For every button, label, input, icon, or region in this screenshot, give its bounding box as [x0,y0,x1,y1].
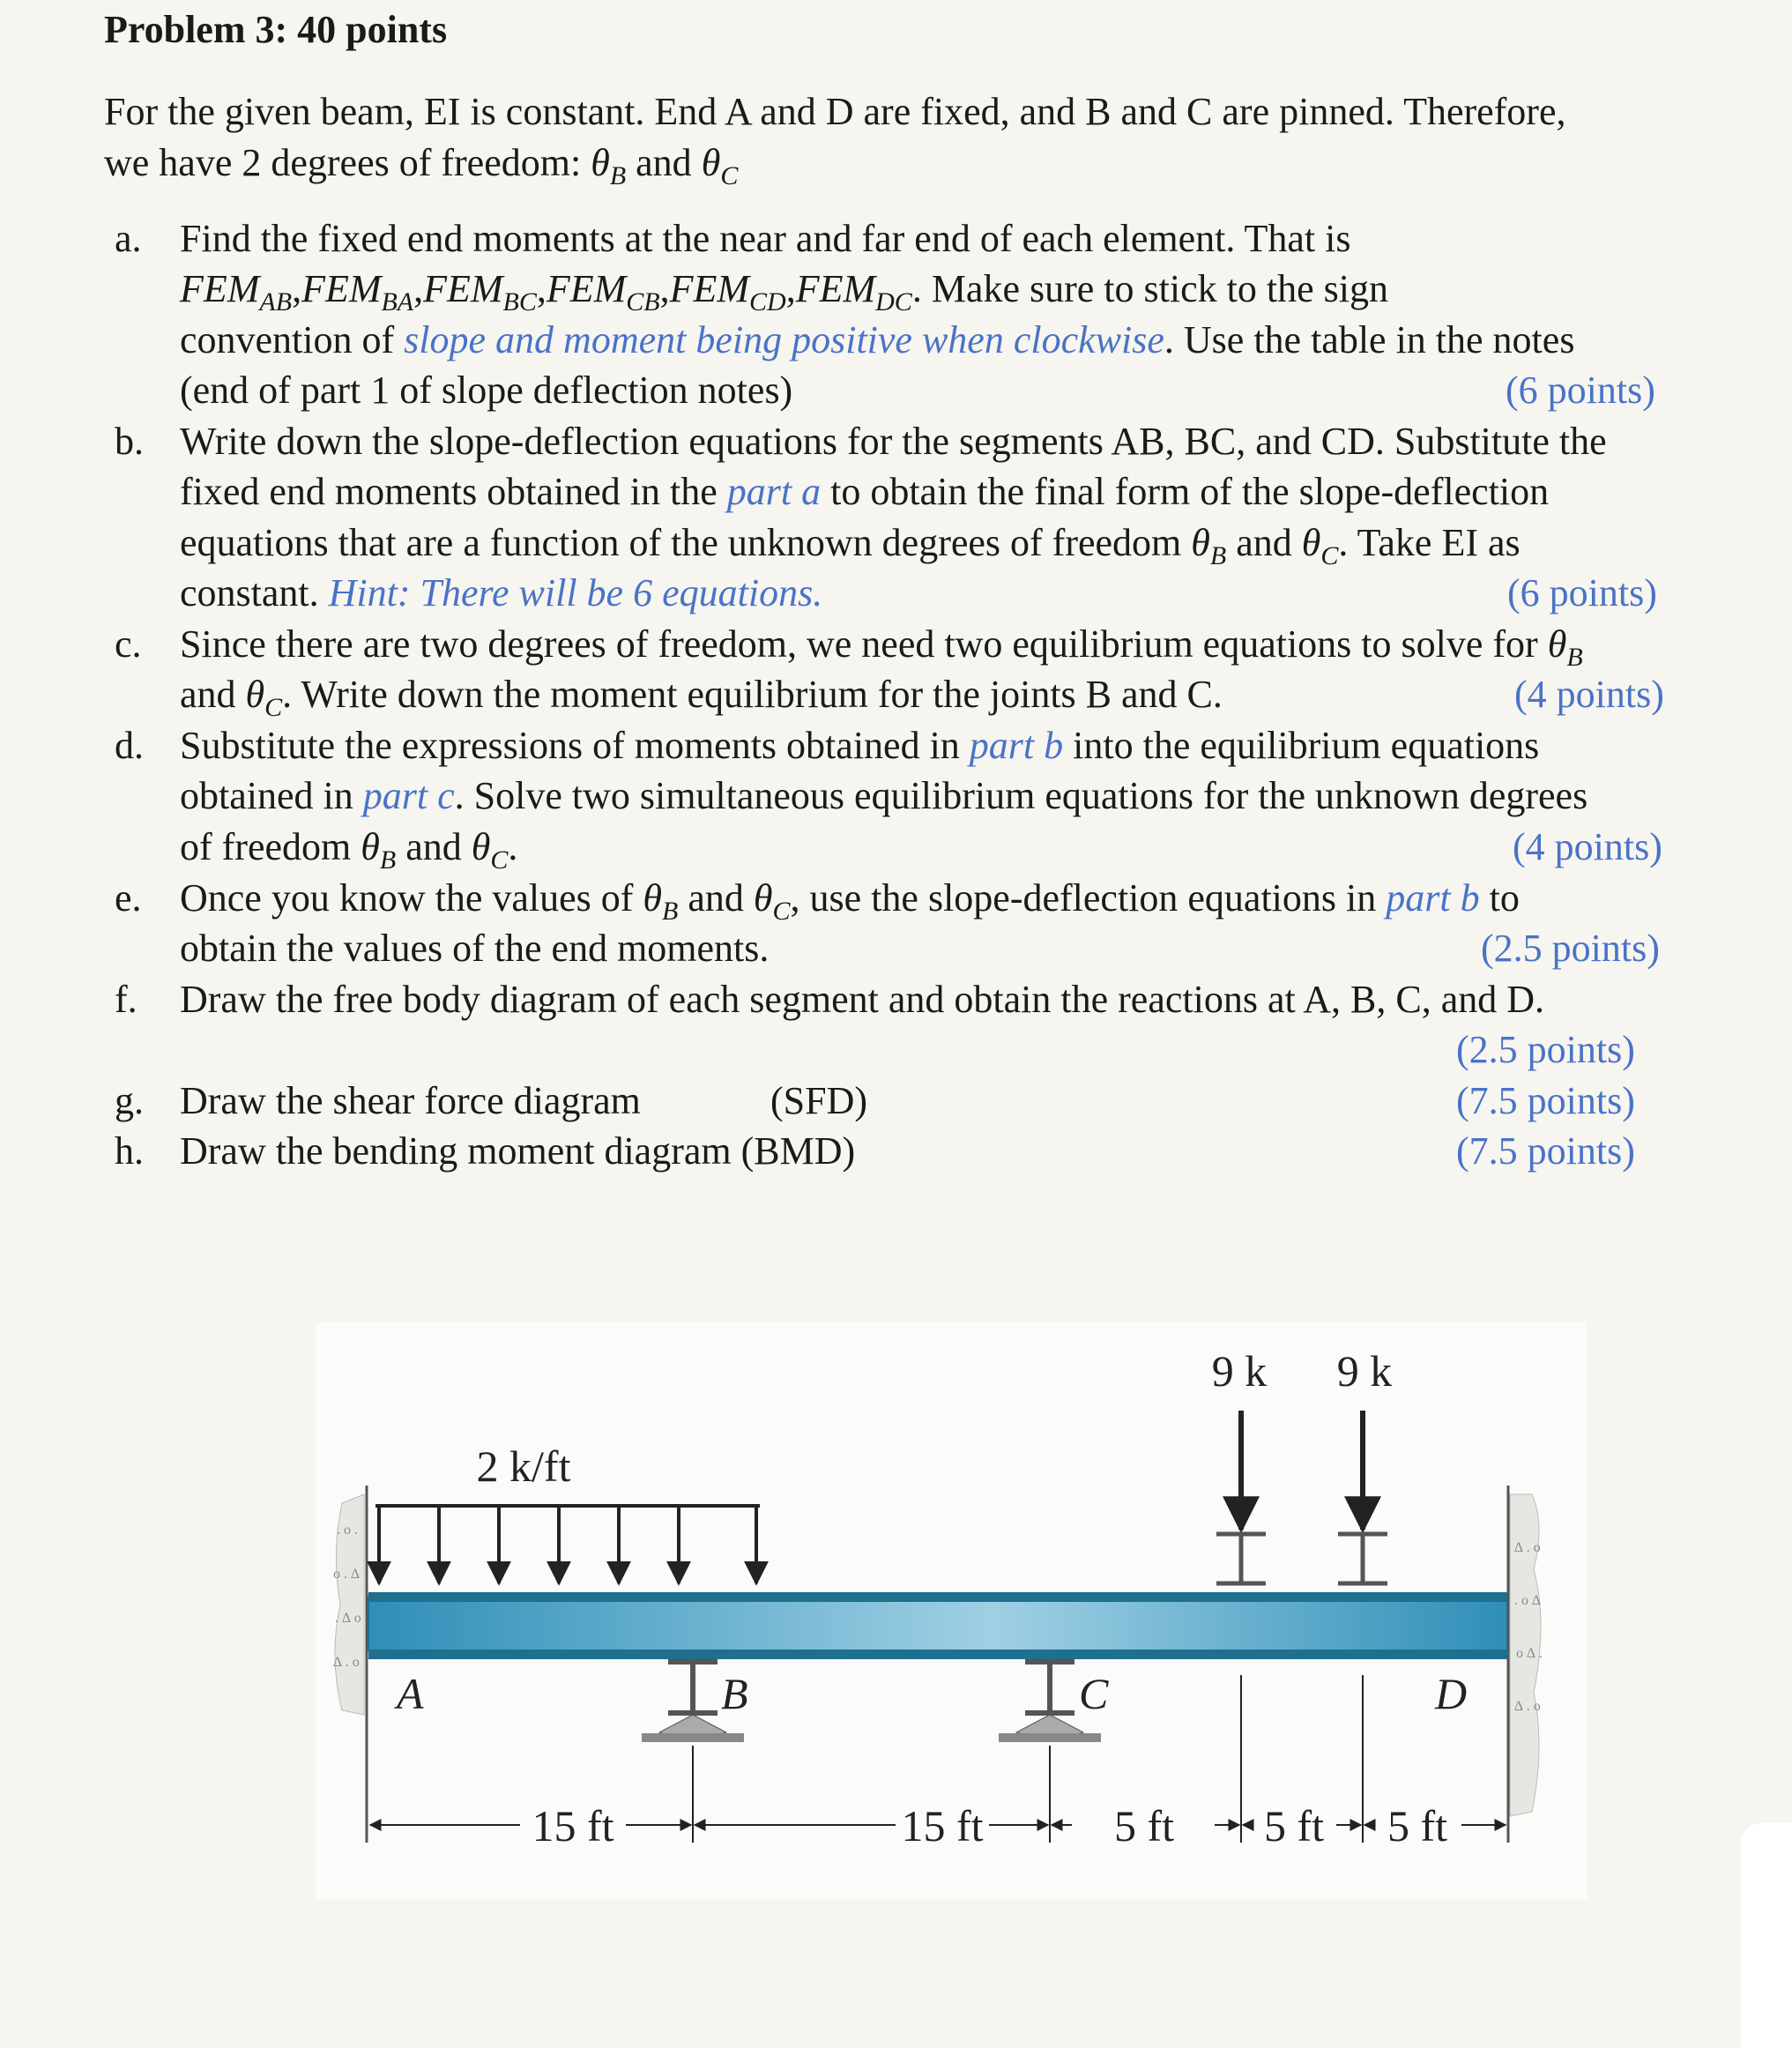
svg-text:. o ∆: . o ∆ [1514,1593,1541,1608]
part-d-line-1: Substitute the expressions of moments obtained in part b into the equilibrium equations [180,724,1540,767]
part-a-line-1: Find the fixed end moments at the near and far end of each element. That is [180,217,1351,260]
part-f-points: (2.5 points) [1456,1028,1635,1071]
dimension-cd-1: 5 ft [1113,1801,1175,1851]
part-letter: c. [115,622,142,666]
right-fixed-support [1508,1486,1543,1843]
dimension-bc: 15 ft [901,1801,984,1851]
label-d: D [1435,1669,1468,1718]
part-e-line-1: Once you know the values of $\theta_B$ and $\theta_C$, use the slope-deflection equations in part b to [180,876,1520,926]
beam [368,1592,1507,1659]
part-d-line-2: obtained in part c. Solve two simultaneous equilibrium equations for the unknown degrees [180,774,1588,817]
point-load-1-label: 9 k [1211,1346,1268,1396]
problem-title: Problem 3: 40 points [104,8,448,51]
part-d-points: (4 points) [1513,825,1662,868]
svg-text:o ∆ .: o ∆ . [1516,1646,1543,1661]
part-b-line-1: Write down the slope-deflection equations for the segments AB, BC, and CD. Substitute the [180,420,1607,463]
part-h-line-1: Draw the bending moment diagram (BMD) [180,1129,856,1173]
part-h-points: (7.5 points) [1456,1129,1635,1173]
part-letter: d. [115,724,144,767]
label-c: C [1079,1669,1109,1718]
part-e-line-2: obtain the values of the end moments. [180,927,770,970]
part-g-abbr: (SFD) [770,1079,868,1122]
part-letter: h. [115,1129,144,1173]
part-a-line-4: (end of part 1 of slope deflection notes) [180,369,793,412]
part-a-line-3: convention of slope and moment being positive when clockwise. Use the table in the notes [180,318,1575,361]
part-f-line-1: Draw the free body diagram of each segment and obtain the reactions at A, B, C, and D. [180,978,1545,1021]
part-g-points: (7.5 points) [1456,1079,1635,1122]
dimension-cd-2: 5 ft [1263,1801,1325,1851]
intro-line-1: For the given beam, EI is constant. End A and D are fixed, and B and C are pinned. Therefore, [104,90,1566,133]
part-c-line-2: and $\theta_C$. Write down the moment equilibrium for the joints B and C. [180,673,1223,722]
part-letter: b. [115,420,144,463]
svg-text:. o .: . o . [337,1523,358,1538]
problem-intro [104,86,1691,189]
distributed-load-label: 2 k/ft [476,1441,571,1491]
part-g-line-1: Draw the shear force diagram [180,1079,641,1122]
svg-text:. ∆ o: . ∆ o [335,1611,361,1626]
svg-text:o . ∆: o . ∆ [333,1567,360,1582]
part-b-line-3: equations that are a function of the unknown degrees of freedom $\theta_B$ and $\theta_C$. Take EI as [180,521,1521,570]
point-load-2-label: 9 k [1336,1346,1393,1396]
part-d-line-3: of freedom $\theta_B$ and $\theta_C$. [180,825,518,875]
distributed-load [376,1506,760,1583]
svg-text:∆ . o: ∆ . o [1514,1540,1541,1555]
part-c-points: (4 points) [1514,673,1664,716]
part-letter: a. [115,217,142,260]
part-c-line-1: Since there are two degrees of freedom, we need two equilibrium equations to solve for $\theta_B$ [180,622,1583,672]
dimension-cd-3: 5 ft [1387,1801,1448,1851]
intro-line-2: we have 2 degrees of freedom: $\theta_B$ and $\theta_C$ [104,141,739,190]
part-a-line-2: $FEM_{AB},FEM_{BA},FEM_{BC},FEM_{CB},FEM_{CD},FEM_{DC}$. Make sure to stick to the sign [180,267,1388,317]
point-load-1 [1216,1411,1266,1583]
svg-text:∆ . o: ∆ . o [333,1655,360,1670]
left-fixed-support [333,1486,367,1843]
label-b: B [721,1669,748,1718]
dimension-ab: 15 ft [532,1801,614,1851]
svg-text:∆ . o: ∆ . o [1514,1699,1541,1714]
part-b-line-4: constant. Hint: There will be 6 equations. [180,571,823,614]
part-letter: e. [115,876,142,920]
part-letter: f. [115,978,138,1021]
corner-panel [1741,1823,1792,2048]
beam-figure [316,1322,1587,1900]
part-e-points: (2.5 points) [1481,927,1660,970]
part-a-points: (6 points) [1506,369,1655,412]
part-letter: g. [115,1079,144,1122]
point-load-2 [1338,1411,1387,1583]
label-a: A [397,1669,424,1718]
part-b-points: (6 points) [1507,571,1657,614]
part-b-line-2: fixed end moments obtained in the part a to obtain the final form of the slope-deflection [180,470,1550,513]
